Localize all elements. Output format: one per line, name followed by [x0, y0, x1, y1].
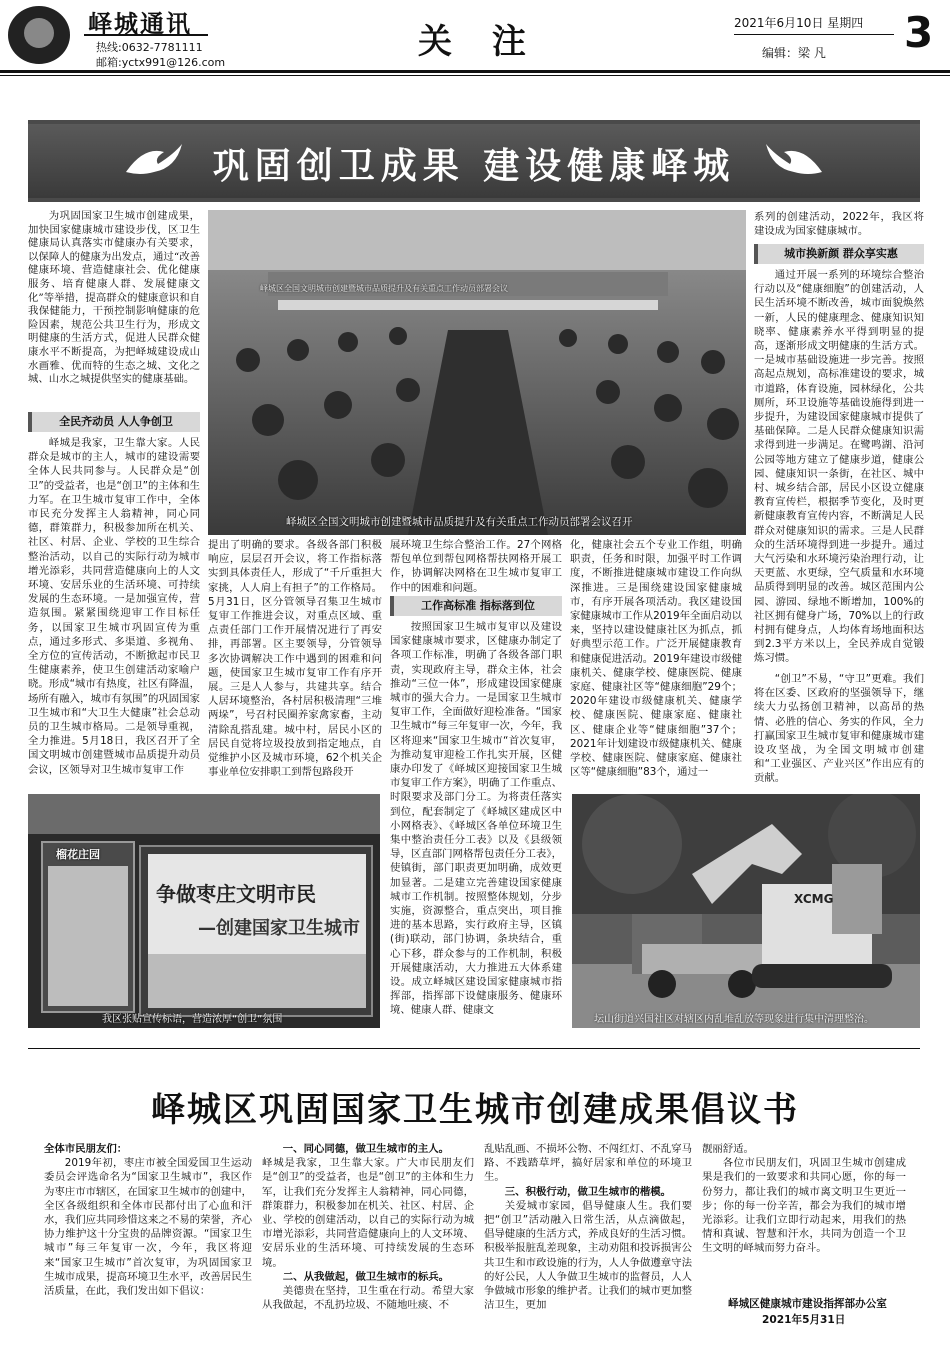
headline-banner: [28, 120, 920, 202]
date-rule: [734, 34, 894, 35]
subheading-1: 全民齐动员 人人争创卫: [28, 412, 200, 432]
proposal-column-4: 靓丽舒适。 各位市民朋友们，巩固卫生城市创建成果是我们的一致要求和共同心愿，你的每一份努力，都让我们的城市离文明卫生更近一步；你的每一份辛苦，都会为我们的城市增光添彩。让我们立即行动起来，用我们的热情和真诚、智慧和汗水，共同为创造一个卫生文明的峄城而努力奋斗。: [702, 1143, 906, 1255]
section-divider: [28, 1048, 920, 1049]
banner-title: 巩固创卫成果 建设健康峄城: [212, 145, 736, 187]
paper-name: 峄城通讯: [88, 9, 192, 38]
article-column-4: 化，健康社会五个专业工作组，明确职责，任务和时限，加强平时工作调度，不断推进健康城市建设工作向纵深推进。三是围绕建设国家健康城市，有序开展各项活动。我区建设国家健康城市工作从2019年全面启动以来，坚持以建设健康社区为抓点，抓好典型示范工作。广泛开展健康教育和健康促进活动。2019年建设市级健康机关、健康学校、健康医院、健康家庭、健康社区等“健康细胞”29个；2020年建设市级健康机关、健康学校、健康医院、健康家庭、健康社区、健康企业等“健康细胞”37个；2021年计划建设市级健康机关、健康学校、健康医院、健康家庭、健康社区等“健康细胞”83个，通过一: [570, 539, 742, 779]
excavator-brand: XCMG: [794, 892, 834, 906]
hotline: 热线:0632-7781111: [96, 41, 203, 54]
article-column-5-end: “创卫”不易，“守卫”更难。我们将在区委、区政府的坚强领导下，继续大力弘扬创卫精神，以高昂的热情、必胜的信心、务实的作风，全力打赢国家卫生城市复审和健康城市建设攻坚战，为全国文明城市创建和“工业强区、产业兴区”作出应有的贡献。: [754, 673, 924, 784]
poster-slogan-1: 争做枣庄文明市民: [156, 882, 316, 906]
excavator-photo-illustration: [572, 794, 920, 1028]
excavator-photo: [572, 794, 920, 1028]
article-column-3: 按照国家卫生城市复审以及建设国家健康城市要求，区健康办制定了各项工作标准，明确了各级各部门职责，实现政府主导，群众主体，社会推动“三位一体”，形成建设国家健康城市的强大合力。一是国家卫生城市复审工作，全面做好迎检准备。“国家卫生城市“每三年复审一次，今年，我区将迎来“国家卫生城市“首次复审，为推动复审迎检工作扎实开展，区健康办印发了《峄城区迎接国家卫生城市复审工作方案》，明确了工作重点、时限要求及部门分工。为将责任落实到位，配套制定了《峄城区建成区中小网格表》、《峄城区各单位环境卫生集中整治责任分工表》以及《县级领导，区直部门网格帮包责任分工表》，使镇街，部门职责更加明确，成效更加显著。二是建立完善建设国家健康城市工作机制。按照整体规划，分步实施，资源整合，重点突出，项目推进的基本思路，实行政府主导，区镇(街)联动，部门协调，条块结合，重心下移，群众参与的工作机制，积极开展健康活动，大力推进五大体系建设。成立峄城区建设国家健康城市指挥部，指挥部下设健康服务、健康环境、健康人群、健康文: [390, 621, 562, 1017]
poster-slogan-2: —创建国家卫生城市: [198, 918, 360, 939]
issue-date: 2021年6月10日 星期四: [734, 16, 864, 30]
proposal-column-3: 乱贴乱画、不损坏公物、不闯红灯、不乱穿马路、不践踏草坪，搞好居家和单位的环境卫生。 三、积极行动，做卫生城市的楷模。 关爱城市家园，倡导健康人生。我们要把“创卫”活动融入日常生活，从点滴做起，倡导健康的生活方式，养成良好的生活习惯。积极举报脏乱差现象，主动劝阻和投诉损害公共卫生和市政设施的行为，人人争做遵章守法的好公民，人人争做卫生城市的监督员，人人争做城市形象的维护者。让我们的城市更加整洁卫生，更加: [484, 1143, 692, 1312]
article-column-3-top: 展环境卫生综合整治工作。27个网格帮包单位到帮包网格帮扶网格开展工作，协调解决网格在卫生城市复审工作中的困难和问题。: [390, 539, 562, 594]
proposal-column-2: 一、同心同德，做卫生城市的主人。 峄城是我家，卫生靠大家。广大市民朋友们是“创卫”的受益者，也是“创卫”的主体和生力军，让我们充分发挥主人翁精神，同心同德，群策群力，积极参加在机关、社区、村居、企业、学校的创建活动，以自己的实际行动为城市增光添彩，共同营造健康向上的人文环境、安居乐业的生活环境、可持续发展的生态环境。 二、从我做起，做卫生城市的标兵。 美德贵在坚持，卫生重在行动。希望大家从我做起，不乱扔垃圾、不随地吐痰、不: [262, 1143, 474, 1312]
meeting-photo-caption: 峄城区全国文明城市创建暨城市品质提升及有关重点工作动员部署会议召开: [286, 516, 633, 528]
poster-photo-caption: 我区张贴宣传标语，营造浓厚“创卫”氛围: [102, 1014, 283, 1025]
subheading-2: 工作高标准 指标落到位: [390, 596, 562, 616]
article-column-1: 峄城是我家，卫生靠大家。人民群众是城市的主人，城市的建设需要全体人民共同参与。人民群众是“创卫”的受益者，也是“创卫”的主体和生力军。在卫生城市复审工作中，全体市民充分发挥主人翁精神，同心同德，群策群力，积极参加所在机关、社区、村居、企业、学校的卫生综合整治活动，以自己的实际行动为城市增光添彩，共同营造健康向上的人文环境、安居乐业的生活环境、可持续发展的生态环境。一是加强宣传，营造氛围。紧紧围绕迎审工作目标任务，以国家卫生城市巩固宣传为重点，通过多形式、多渠道、多视角、全方位的宣传活动，不断掀起市民卫生健康素养，使卫生创建活动家喻户晓。形成“城市有热度，社区有降温，场所有融入，城市有氛围”的巩固国家卫生城市和“大卫生大健康”社会总动员的卫生城市格局。二是领导重视，全力推进。5月18日，我区召开了全国文明城市创建暨城市品质提升动员会议，区领导对卫生城市复审工作: [28, 437, 200, 776]
poster-photo: [28, 794, 380, 1028]
article-column-5: 通过开展一系列的环境综合整治行动以及“健康细胞”的创建活动，人民生活环境不断改善，城市面貌焕然一新，人民的健康理念、健康知识知晓率、健康素养水平得到明显的提高，逐渐形成文明健康的生活方式。一是城市基础设施进一步完善。按照高起点规划，高标准建设的要求，城市道路，体育设施，园林绿化，公共厕所，环卫设施等基础设施得到进一步提升，为建设国家健康城市提供了基础保障。二是人民群众健康知识需求得到进一步满足。在鹭鸣湖、沿河公园等地方建立了健康步道，健康公园、健康知识一条街，在社区、城中村、城乡结合部，居民小区设立健康教育宣传栏，根据季节变化，及时更新健康教育宣传内容，不断满足人民群众对健康知识的需求。三是人民群众的生活环境得到进一步提升。通过大气污染和水环境污染治理行动，让天更蓝、水更绿，空气质量和水环境品质得到明显的改善。城区范围内公园、游园、绿地不断增加，100%的社区拥有健身广场，70%以上的行政村拥有健身点，人均体育场地面积达到2.3平方米以上，全民养成自觉锻炼习惯。: [754, 269, 924, 665]
meeting-photo-illustration: [208, 210, 746, 535]
proposal-point-1: 一、同心同德，做卫生城市的主人。: [282, 1143, 450, 1155]
proposal-signature: 峄城区健康城市建设指挥部办公室: [728, 1298, 887, 1310]
email: 邮箱:yctx991@126.com: [96, 56, 226, 69]
section-name: 关 注: [418, 22, 540, 62]
proposal-salutation: 全体市民朋友们：: [44, 1143, 128, 1155]
proposal-point-2: 二、从我做起，做卫生城市的标兵。: [282, 1270, 450, 1283]
proposal-column-1: 全体市民朋友们： 2019年初，枣庄市被全国爱国卫生运动委员会评选命名为“国家卫生城市”，我区作为枣庄市市辖区，在国家卫生城市的创建中，全区各级组织和全体市民都付出了心血和汗水，我们应共同珍惜这来之不易的荣誉，齐心协力维护这十分宝贵的品牌资源。“国家卫生城市”每三年复审一次，今年，我区将迎来“国家卫生城市”首次复审，为巩固国家卫生城市成果，提高环境卫生水平，改善居民生活质量，在此，我们发出如下倡议：: [44, 1143, 252, 1298]
editor: 编辑：梁 凡: [762, 46, 826, 60]
proposal-point-3: 三、积极行动，做卫生城市的楷模。: [504, 1185, 672, 1198]
subheading-3: 城市换新颜 群众享实惠: [754, 244, 924, 264]
excavator-photo-caption: 坛山街道兴国社区对辖区内乱堆乱放等现象进行集中清理整治。: [594, 1014, 874, 1025]
proposal-title: 峄城区巩固国家卫生城市创建成果倡议书: [151, 1090, 799, 1130]
proposal-date: 2021年5月31日: [762, 1314, 846, 1326]
header-rule-thin: [0, 75, 950, 76]
header-divider: [84, 34, 208, 36]
article-intro: 为巩固国家卫生城市创建成果，加快国家健康城市建设步伐，区卫生健康局认真落实市健康办有关要求，以保障人的健康为出发点，通过“改善健康环境、营造健康社会、优化健康服务、培育健康人群、发展健康文化”等举措，提高群众的健康意识和自我保健能力，干预控制影响健康的危险因素，规范公共卫生行为，形成文明健康的生活方式，促进人民群众健康水平不断提高，为把峄城建设成山水画雅、优而特的生态之城、文化之城、山水之城提供坚实的健康基础。: [28, 210, 200, 386]
meeting-banner-text: 峄城区全国文明城市创建暨城市品质提升及有关重点工作动员部署会议: [260, 284, 508, 293]
meeting-photo: [208, 210, 746, 535]
poster-board-label: 榴花庄园: [56, 848, 100, 861]
poster-photo-illustration: [28, 794, 380, 1028]
article-column-5-top: 系列的创建活动，2022年，我区将建设成为国家健康城市。: [754, 211, 924, 238]
header-rule: [0, 70, 950, 73]
article-column-2: 提出了明确的要求。各级各部门积极响应，层层召开会议，将工作指标落实到具体责任人，形成了“千斤重担大家挑，人人肩上有担子”的工作格局。5月31日，区分管领导召集卫生城市复审工作推进会议，对重点区域、重点责任部门工作开展情况进行了再安排，再部署。区主要领导，分管领导多次协调解决工作中遇到的困难和问题，使国家卫生城市复审工作有序开展。三是人人参与，共建共享。结合人居环境整治，各村居积极清理“三堆两垛”，号召村民圈养家禽家畜，主动清除乱搭乱建。城中村，居民小区的居民自觉将垃圾投放到指定地点，自觉维护小区及城市环境，62个机关企事业单位安排职工到帮包路段开: [208, 539, 382, 779]
newspaper-logo: [8, 6, 70, 64]
page-number: 3: [904, 8, 934, 57]
